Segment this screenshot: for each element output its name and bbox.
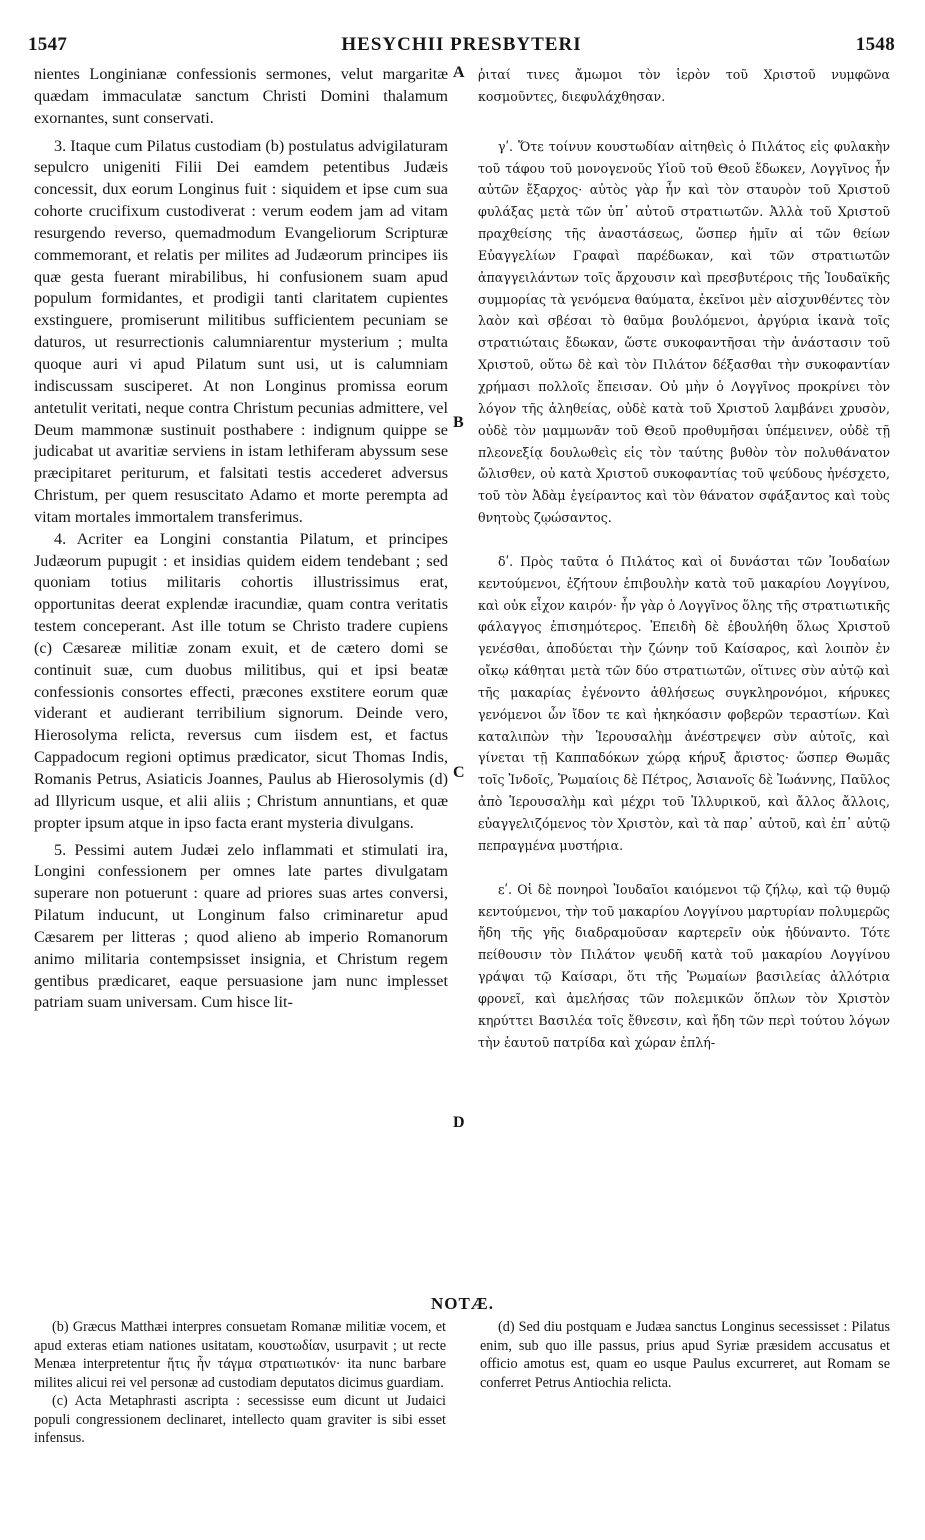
- latin-paragraph-continued: nientes Longinianæ confessionis sermones, velut margaritæ quædam immaculatæ sanctum Christi Domini thalamum exornantes, sunt conservati.: [34, 65, 448, 127]
- margin-letter-d: D: [453, 1114, 465, 1131]
- latin-column: [34, 64, 448, 1014]
- notes-right-column: [480, 1318, 890, 1392]
- margin-letter-c: C: [453, 764, 465, 781]
- running-title: HESYCHII PRESBYTERI: [341, 34, 582, 55]
- notes-left-column: [34, 1318, 446, 1448]
- latin-paragraph-4: 4. Acriter ea Longini constantia Pilatum, et principes Judæorum pupugit : et insidias quidem eidem tendebant ; sed quoniam totius militaris cohortis illustrissimus erat, opportunitas deerat explendæ iracundiæ, quam contra veritatis testem conceperant. Ast ille totum se Christo tradere cupiens (c) Cæsareæ militiæ zonam exuit, et de cætero domi se continuit suæ, cum duobus militibus, qui et ipsi beatæ confessionis consortes effecti, præcones exstitere eorum quæ viderant et audierant terribilium signorum. Deinde vero, Hierosolyma relicta, reversus cum iisdem est, et factus Cappadocum regioni optimus prædicator, sicut Thomas Indis, Romanis Petrus, Asiaticis Joannes, Paulus ab Hierosolymis (d) ad Illyricum usque, et alii aliis ; Christum annuntians, et quæ propter ipsum atque in ipso facta erant mysteria divulgans.: [34, 529, 448, 832]
- page-number-left: 1547: [28, 34, 68, 55]
- greek-paragraph-5: εʹ. Οἱ δὲ πονηροὶ Ἰουδαῖοι καιόμενοι τῷ ζήλῳ, καὶ τῷ θυμῷ κεντούμενοι, τὴν τοῦ μακαρίου Λογγίνου μαρτυρίαν πολυμερῶς ἤδη τῆς γῆς διαδραμοῦσαν καρτερεῖν οὐκ ἠδύναντο. Τότε πείθουσιν τὸν Πιλάτον ψευδῆ κατὰ τοῦ μακαρίου Λογγίνου γράψαι τῷ Καίσαρι, ὅτι τῆς Ῥωμαίων βασιλείας ἀλλότρια φρονεῖ, καὶ ἀμελήσας τῶν πολεμικῶν ὅπλων τὸν Χριστὸν κηρύττει Βασιλέα τοῖς ἔθνεσιν, καὶ ἤδη τῶν περὶ τούτου λόγων τὴν ἑαυτοῦ πατρίδα καὶ χώραν ἐπλή-: [478, 881, 890, 1050]
- greek-paragraph-continued: ῥιταί τινες ἄμωμοι τὸν ἱερὸν τοῦ Χριστοῦ νυμφῶνα κοσμοῦντες, διεφυλάχθησαν.: [478, 67, 890, 104]
- latin-paragraph-5: 5. Pessimi autem Judæi zelo inflammati et stimulati ira, Longini confessionem per omnes late partes divulgatam superare non potuerunt : quare ad priores suas artes conversi, Pilatum inducunt, ut Longinum falso criminaretur apud Cæsarem per litteras ; quod alieno ab imperio Romanorum animo militaria contempsisset insignia, et Christum regem gentibus prædicaret, eaque persuasione jam nunc implesset patriam suam universam. Cum hisce lit-: [34, 840, 448, 1012]
- note-c: (c) Acta Metaphrasti ascripta : secessisse eum dicunt ut Judaici populi congressionem declinaret, intellecto quam graviter is sibi esset infensus.: [34, 1393, 446, 1446]
- greek-paragraph-4: δʹ. Πρὸς ταῦτα ὁ Πιλάτος καὶ οἱ δυνάσται τῶν Ἰουδαίων κεντούμενοι, ἐζήτουν ἐπιβουλὴν κατὰ τοῦ μακαρίου Λογγίνου, καὶ οὐκ εἶχον καιρόν· ἦν γὰρ ὁ Λογγῖνος ὅλης τῆς στρατιωτικῆς φάλαγγος ἐπισημότερος. Ἐπειδὴ δὲ ἐβουλήθη ὅλως Χριστοῦ γενέσθαι, ἀποδύεται τὴν ζώνην τοῦ Καίσαρος, καὶ λοιπὸν ἐν οἴκῳ κάθηται μετὰ τῶν δύο στρατιωτῶν, οἵτινες σὺν αὐτῷ καὶ τῆς μακαρίας ἐγένοντο ἀθλήσεως συγκληρονόμοι, κήρυκες γενόμενοι ὧν ἴδον τε καὶ ἠκηκόασιν φοβερῶν τεραστίων. Καὶ καταλιπὼν τὴν Ἱερουσαλὴμ ἀνέστρεψεν σὺν αὐτοῖς, καὶ γίνεται τῇ Καππαδόκων χώρᾳ κήρυξ ἄριστος· ὥσπερ Θωμᾶς τοῖς Ἰνδοῖς, Ῥωμαίοις δὲ Πέτρος, Ἀσιανοῖς δὲ Ἰωάννης, Παῦλος ἀπὸ Ἱερουσαλὴμ καὶ μέχρι τοῦ Ἰλλυρικοῦ, καὶ ἄλλος ἄλλοις, εὐαγγελιζόμενος τὸν Χριστὸν, καὶ τὰ παρ᾽ αὐτοῦ, καὶ ἐπ᾽ αὐτῷ πεπραγμένα μυστήρια.: [478, 553, 890, 853]
- greek-column: [478, 64, 890, 1053]
- note-b: (b) Græcus Matthæi interpres consuetam Romanæ militiæ vocem, et apud exteras etiam nationes usitatam, κουστωδίαν, usurpavit ; ut recte Menæa interpretentur ἥτις ἦν τάγμα στρατιωτικόν· ita nunc barbare milites alicui rei vel personæ ad custodiam deputatos dicimus guardiam.: [34, 1319, 446, 1391]
- notes-title: NOTÆ.: [430, 1294, 495, 1313]
- note-d: (d) Sed diu postquam e Judæa sanctus Longinus secessisset : Pilatus enim, sub quo ille passus, prius apud Syriæ præsidem accusatus et officio amotus est, quam eo usque Paulus excurreret, aut Romam se conferret Petrus Antiochia relicta.: [480, 1319, 890, 1391]
- greek-paragraph-3: γʹ. Ὅτε τοίνυν κουστωδίαν αἰτηθεὶς ὁ Πιλάτος εἰς φυλακὴν τοῦ τάφου τοῦ μονογενοῦς Υἱοῦ τοῦ Θεοῦ ἔδωκεν, Λογγῖνος ἦν αὐτῶν ἔξαρχος· αὐτὸς γὰρ ἦν καὶ τὸν σταυρὸν τοῦ Χριστοῦ φυλάξας μετὰ τῶν ὑπ᾽ αὐτοῦ στρατιωτῶν. Ἀλλὰ τοῦ Χριστοῦ πραχθείσης τῆς ἀναστάσεως, ὥσπερ ἡμῖν αἱ τῶν θείων Εὐαγγελίων Γραφαὶ παρέδωκαν, καὶ τῶν στρατιωτῶν ἀπαγγειλάντων τοῖς ἄρχουσιν καὶ πρεσβυτέροις τῆς Ἰουδαϊκῆς συμμορίας τὰ γενόμενα θαύματα, ἐκεῖνοι μὲν αἰσχυνθέντες τὸν λαὸν καὶ σβέσαι τὸ θαῦμα βουλόμενοι, ἀργύρια ἱκανὰ τοῖς στρατιώταις ἔδωκαν, ὥστε συκοφαντῆσαι τὴν ἀνάστασιν τοῦ Χριστοῦ, οὕτω δὲ καὶ τὸν Πιλάτον δέξασθαι τὴν συκοφαντίαν χρήμασι πολλοῖς ἔπεισαν. Οὐ μὴν ὁ Λογγῖνος προκρίνει τὸν λόγον τῆς ἀληθείας, οὐδὲ κατὰ τοῦ Χριστοῦ λαμβάνει χρυσὸν, οὐδὲ τὸν μαμμωνᾶν τοῦ Θεοῦ προθυμῆσαι ὑπέμεινεν, οὐδὲ τῇ πλεονεξίᾳ δουλωθεὶς εἰς τὸν ταύτης βυθὸν τὸν πολυθάνατον ὤλισθεν, οὐ κατὰ Χριστοῦ συκοφαντίας τοῦ ψεύδους ἠνέσχετο, τοῦ τὸν Ἀδὰμ ἐγείραντος καὶ τὸν θάνατον σφάξαντος καὶ τοὺς θνητοὺς ζῳώσαντος.: [478, 138, 890, 526]
- page-number-right: 1548: [855, 34, 895, 55]
- latin-paragraph-3: 3. Itaque cum Pilatus custodiam (b) postulatus advigilaturam sepulcro unigeniti Filii Dei eamdem petentibus Judæis concessit, dux eorum Longinus fuit : siquidem et ipse cum sua cohorte crucifixum custodiverat : verum eodem jam ad vitam resurgendo reverso, quemadmodum Evangeliorum Scripturæ commemorant, et relatis per milites ad Judæorum principes iis quæ gesta fuerant mirabilibus, hi confusionem suam apud populum formidantes, et prodigii tanti claritatem cupientes exstinguere, promiserunt militibus sufficientem pecuniam se daturos, ut resurrectionis calumniarentur mysterium ; multa quoque auri vi apud Pilatum sunt usi, ut is calumniam indiscussam susciperet. At non Longinus promissa eorum antetulit veritati, neque contra Christum pecunias admittere, vel Deum mammonæ sustinuit posthabere : indignum quippe se judicabat ut avaritiæ serviens in istam lethiferam abyssum sese præcipitaret periturum, et falsitati testis accederet adversus Christum, per quem resuscitato Adamo et morte perempta ad vitam mortales immortalem transferimus.: [34, 136, 448, 526]
- margin-letter-a: A: [453, 64, 465, 81]
- margin-letter-b: B: [453, 414, 464, 431]
